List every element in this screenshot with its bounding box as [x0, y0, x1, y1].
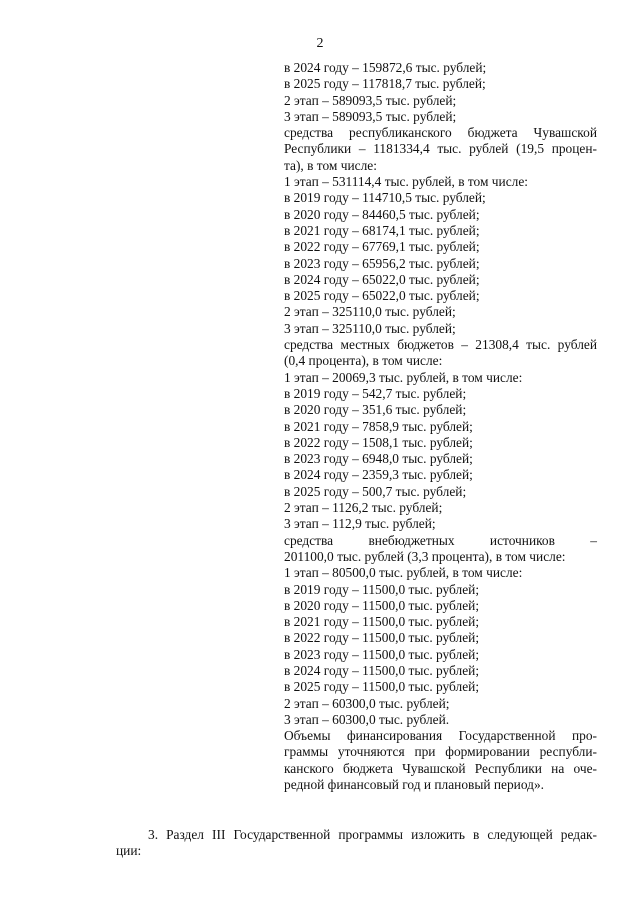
text-line: Республики – 1181334,4 тыс. рублей (19,5 процен-	[284, 141, 597, 157]
text-line: в 2019 году – 114710,5 тыс. рублей;	[284, 190, 486, 206]
text-line: в 2022 году – 1508,1 тыс. рублей;	[284, 434, 473, 450]
text-line: в 2023 году – 6948,0 тыс. рублей;	[284, 451, 473, 467]
text-line: средства внебюджетных источников –	[284, 532, 597, 548]
text-line: 3 этап – 325110,0 тыс. рублей;	[284, 320, 456, 336]
text-line: та), в том числе:	[284, 157, 377, 173]
text-line: Объемы финансирования Государственной про-	[284, 728, 597, 744]
text-line: в 2025 году – 65022,0 тыс. рублей;	[284, 288, 480, 304]
text-line: канского бюджета Чувашской Республики на оче-	[284, 760, 597, 776]
text-line: 3 этап – 589093,5 тыс. рублей;	[284, 108, 457, 124]
section-3-line-2: ции:	[116, 843, 142, 859]
text-line: 2 этап – 60300,0 тыс. рублей;	[284, 695, 450, 711]
financing-text-column	[284, 60, 597, 793]
section-3-line-1: 3. Раздел III Государственной программы изложить в следующей редак-	[148, 827, 597, 842]
text-line: 1 этап – 20069,3 тыс. рублей, в том числе:	[284, 369, 523, 385]
text-line: в 2024 году – 11500,0 тыс. рублей;	[284, 662, 480, 678]
text-line: в 2021 году – 68174,1 тыс. рублей;	[284, 222, 480, 238]
text-line: 1 этап – 80500,0 тыс. рублей, в том числе:	[284, 565, 523, 581]
text-line: 1 этап – 531114,4 тыс. рублей, в том числе:	[284, 174, 528, 190]
text-line: в 2021 году – 11500,0 тыс. рублей;	[284, 614, 480, 630]
text-line: граммы уточняются при формировании республи-	[284, 744, 597, 760]
page-number: 2	[316, 36, 324, 51]
text-line: в 2023 году – 65956,2 тыс. рублей;	[284, 255, 480, 271]
text-line: в 2025 году – 117818,7 тыс. рублей;	[284, 76, 486, 92]
text-line: (0,4 процента), в том числе:	[284, 353, 443, 369]
text-line: средства республиканского бюджета Чувашской	[284, 125, 597, 141]
text-line: в 2020 году – 351,6 тыс. рублей;	[284, 402, 467, 418]
text-line: в 2020 году – 84460,5 тыс. рублей;	[284, 206, 480, 222]
text-line: 2 этап – 325110,0 тыс. рублей;	[284, 304, 456, 320]
text-line: в 2024 году – 159872,6 тыс. рублей;	[284, 60, 487, 75]
text-line: в 2023 году – 11500,0 тыс. рублей;	[284, 646, 480, 662]
text-line: 201100,0 тыс. рублей (3,3 процента), в том числе:	[284, 548, 566, 564]
text-line: редной финансовый год и плановый период».	[284, 777, 545, 793]
text-line: в 2020 году – 11500,0 тыс. рублей;	[284, 597, 480, 613]
text-line: в 2022 году – 11500,0 тыс. рублей;	[284, 630, 480, 646]
text-line: 3 этап – 112,9 тыс. рублей;	[284, 516, 436, 532]
text-line: в 2019 году – 11500,0 тыс. рублей;	[284, 581, 480, 597]
text-line: в 2024 году – 2359,3 тыс. рублей;	[284, 467, 473, 483]
text-line: в 2025 году – 500,7 тыс. рублей;	[284, 483, 467, 499]
text-line: в 2021 году – 7858,9 тыс. рублей;	[284, 418, 473, 434]
text-line: 2 этап – 589093,5 тыс. рублей;	[284, 92, 457, 108]
text-line: в 2019 году – 542,7 тыс. рублей;	[284, 385, 467, 401]
text-line: 3 этап – 60300,0 тыс. рублей.	[284, 711, 450, 727]
text-line: 2 этап – 1126,2 тыс. рублей;	[284, 500, 443, 516]
text-line: в 2025 году – 11500,0 тыс. рублей;	[284, 679, 480, 695]
text-line: в 2022 году – 67769,1 тыс. рублей;	[284, 239, 480, 255]
text-line: в 2024 году – 65022,0 тыс. рублей;	[284, 271, 480, 287]
text-line: средства местных бюджетов – 21308,4 тыс. рублей	[284, 337, 597, 353]
section-3-paragraph	[116, 827, 597, 860]
